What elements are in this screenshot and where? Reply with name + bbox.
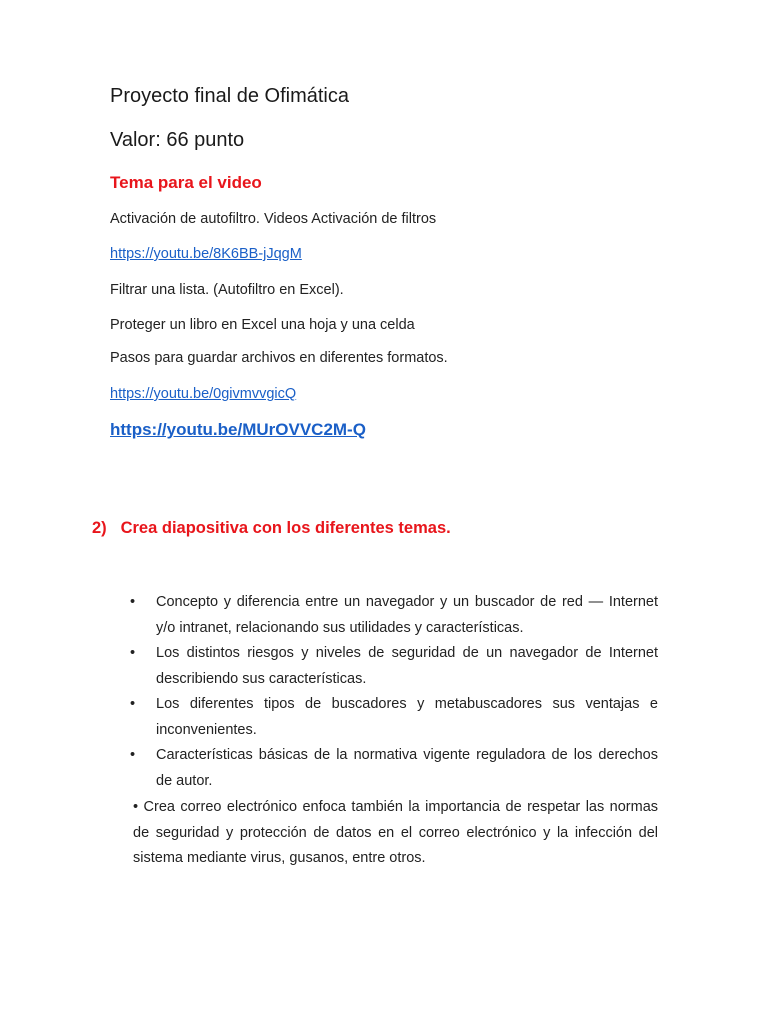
bullet-list — [128, 590, 658, 794]
document-title: Proyecto final de Ofimática — [110, 85, 349, 107]
text-line-filter-list: Filtrar una lista. (Autofiltro en Excel). — [110, 282, 344, 298]
text-line-autofilter: Activación de autofiltro. Videos Activación de filtros — [110, 211, 437, 227]
bullet-icon: • — [130, 696, 136, 712]
list-item — [128, 692, 658, 743]
text-line-save-formats: Pasos para guardar archivos en diferentes formatos. — [110, 350, 448, 366]
bullet-icon: • — [130, 594, 136, 610]
list-item — [128, 743, 658, 794]
list-item-email — [133, 795, 658, 872]
video-link-2[interactable]: https://youtu.be/0givmvvgicQ — [110, 386, 297, 402]
list-item-text: Los distintos riesgos y niveles de seguridad de un navegador de Internet describiendo sus características. — [156, 645, 658, 687]
section-heading-text: Crea diapositiva con los diferentes temas. — [120, 519, 451, 537]
list-item-text: Características básicas de la normativa vigente reguladora de los derechos de autor. — [156, 747, 658, 789]
video-link-3[interactable]: https://youtu.be/MUrOVVC2M-Q — [110, 420, 366, 439]
video-link-1[interactable]: https://youtu.be/8K6BB-jJqgM — [110, 246, 302, 262]
list-item-text: Crea correo electrónico enfoca también la importancia de respetar las normas de seguridad y protección de datos en el correo electrónico y la infección del sistema mediante virus, gusanos, entre otros. — [133, 799, 659, 866]
section-number: 2) — [92, 519, 107, 537]
text-line-protect-book: Proteger un libro en Excel una hoja y una celda — [110, 317, 415, 333]
bullet-icon: • — [133, 799, 139, 815]
bullet-icon: • — [130, 747, 136, 763]
topic-heading: Tema para el video — [110, 173, 262, 192]
list-item-text: Los diferentes tipos de buscadores y metabuscadores sus ventajas e inconvenientes. — [156, 696, 658, 738]
bullet-icon: • — [130, 645, 136, 661]
value-line: Valor: 66 punto — [110, 129, 245, 151]
list-item — [128, 641, 658, 692]
section-2-heading — [92, 519, 451, 538]
list-item — [128, 590, 658, 641]
list-item-text: Concepto y diferencia entre un navegador y un buscador de red — Internet y/o intranet, relacionando sus utilidades y características. — [156, 594, 658, 636]
